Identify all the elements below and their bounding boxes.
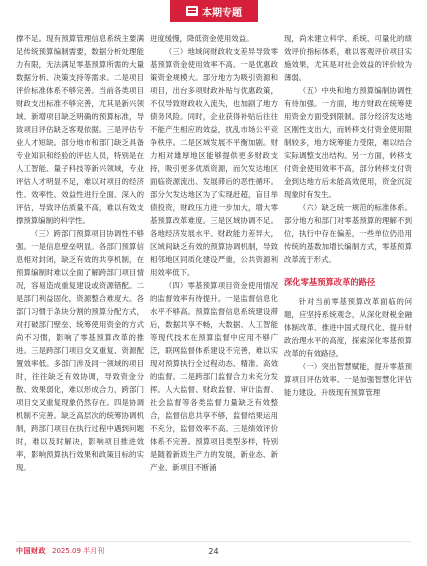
page-number: 24 — [208, 546, 219, 556]
footer-issue: 2025.09 半月刊 — [52, 547, 105, 555]
footer-divider — [16, 541, 411, 542]
text-column-2 — [150, 32, 278, 474]
paragraph: （六）缺乏统一规范的标准体系。部分地方和部门对零基预算的理解不到位，执行中存在偏差，一些单位仍沿用传统的基数加增长编制方式，零基预算改革流于形式。 — [284, 203, 412, 264]
footer-left — [16, 546, 104, 556]
text-column-1 — [16, 32, 144, 474]
footer-brand: 中国财政 — [16, 547, 46, 555]
paragraph: （五）中央和地方预算编制协调性有待加强。一方面，地方财政在统筹使用资金方面受到限制。部分经济发达地区刚性支出大，而转移支付资金使用限制较多，地方统筹能力受限，难以结合实际调整支出结构。另一方面，转移支付资金使用效率不高，部分转移支付资金到达地方后未能高效使用，资金沉淀现象时有发生。 — [284, 86, 412, 199]
book-icon — [186, 6, 198, 16]
page-footer — [16, 544, 411, 558]
paragraph: （四）零基预算项目资金使用情况的监督效率有待提升。一是监督信息化水平不够高。预算监督信息系统建设滞后，数据共享不畅，大数据、人工智能等现代技术在预算监督中应用不够广泛，联网监督体系建设不完善，难以实现对预算执行全过程动态、精准、高效的监督。二是跨部门监督合力未充分发挥。人大监督、财政监督、审计监督、社会监督等各类监督力量缺乏有效整合，监督信息共享不够，监督结果运用不充分，监督效率不高。三是绩效评价体系不完善。预算项目类型多样，特别是随着新质生产力的发展，新业态、新产业、新项目不断涌 — [150, 281, 278, 472]
paragraph: 撑不足。现有预算管理信息系统主要满足传统预算编制需要，数据分析处理能力有限，无法满足零基预算所需的大量数据分析、决策支持等需求。二是项目评价标准体系不够完善。当前各类项目财政支出标准不够完善，尤其是新兴领域、新增项目缺乏明确的预算标准，导致项目评估缺乏客观依据。三是评估专业人才短缺。部分地市和部门缺乏具备专业知识和经验的评估人员，特别是在人工智能、量子科技等新兴领域，专业评估人才明显不足，难以对项目的经济性、效率性、效益性进行全面、深入的评估，导致评估质量不高，难以有效支撑预算编制的科学性。 — [16, 34, 144, 225]
paragraph: （三）地域间财政收支差异导致零基预算资金使用效率不高。一是优惠政策资金规模大。部分地方为吸引资源和项目，出台多项财政补贴与优惠政策，不仅导致财政收入流失，也加剧了地方债务风险。同时，企业获得补贴后往往不能产生相应的效益，扰乱市场公平竞争秩序。二是区域发展不平衡加剧。财力相对雄厚地区能够提供更多财政支持，吸引更多优质资源，而欠发达地区面临资源流出、发展滞后的恶性循环。部分欠发达地区为了实现赶超，盲目举债投资，财政压力进一步加大，增大零基预算改革难度。三是区域协调不足。各地经济发展水平、财政能力差异大，区域间缺乏有效的预算协调机制，导致相邻地区同质化建设严重，公共资源利用效率低下。 — [150, 47, 278, 277]
section-title: 深化零基预算改革的路径 — [284, 277, 376, 287]
paragraph: （三）跨部门预算项目协调性不够强。一是信息壁垒明显。各部门预算信息相对封闭，缺乏有效的共享机制，在预算编制时难以全面了解跨部门项目情况，容易造成重复建设或资源错配。二是部门利益固化，资源整合难度大。各部门习惯于条块分割的预算分配方式，对打破部门壁垒、统筹使用资金的方式尚不习惯，影响了零基预算改革的推进。三是跨部门项目交叉重复、资源配置效率低。多部门涉及同一领域的项目时，往往缺乏有效协调，导致资金分散、效果弱化，难以形成合力，跨部门项目交叉重复现象仍然存在。四是协调机制不完善。缺乏高层次的统筹协调机制，跨部门项目在执行过程中遇到问题时，难以及时解决，影响项目推进效率，影响预算执行效果和政策目标的实现。 — [16, 229, 144, 472]
section-header-badge — [170, 0, 258, 22]
paragraph: 进度缓慢，降低资金使用效益。 — [150, 34, 254, 43]
paragraph: （一）突出智慧赋能，提升零基预算项目评估效率。一是加强智慧化评估能力建设。升级现有预算管理 — [284, 362, 412, 397]
paragraph: 现，尚未建立科学、系统、可量化的绩效评价指标体系，难以客观评价项目实施效果，尤其是对社会效益的评价较为薄弱。 — [284, 34, 412, 82]
section-header-label: 本期专题 — [202, 7, 242, 19]
text-column-3 — [284, 32, 412, 399]
paragraph: 针对当前零基预算改革面临的问题，应坚持系统观念，从深化财税金融体制改革、推进中国式现代化、提升财政治理水平的高度，探索深化零基预算改革的有效路径。 — [284, 297, 412, 358]
